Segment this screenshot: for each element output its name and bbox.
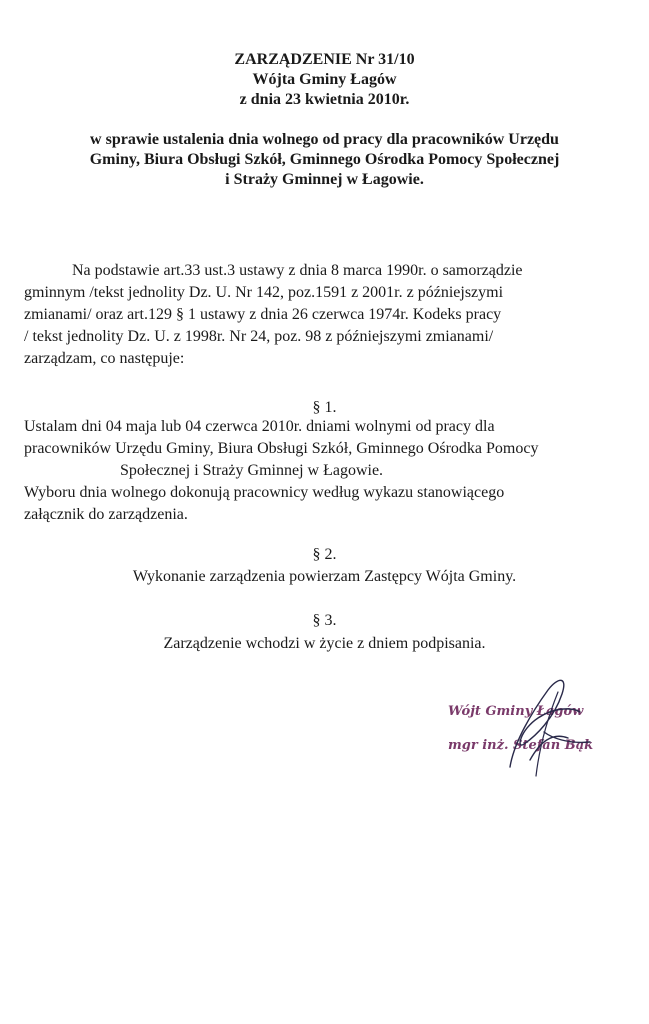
document-title <box>0 50 649 110</box>
section-1-paragraph <box>24 416 636 526</box>
section-2-mark: § 2. <box>312 546 337 563</box>
section-1-mark: § 1. <box>312 399 337 416</box>
handwritten-signature <box>440 672 630 782</box>
subject-line-3: i Straży Gminnej w Łagowie. <box>225 171 424 188</box>
section-1-line-1: Ustalam dni 04 maja lub 04 czerwca 2010r. dniami wolnymi od pracy dla <box>24 418 495 435</box>
basis-line-4: / tekst jednolity Dz. U. z 1998r. Nr 24, poz. 98 z późniejszymi zmianami/ <box>24 328 494 345</box>
section-3-text: Zarządzenie wchodzi w życie z dniem podpisania. <box>163 635 486 652</box>
title-line-1: ZARZĄDZENIE Nr 31/10 <box>234 51 415 68</box>
signature-stamp-name: mgr inż. Stefan Bąk <box>448 738 594 753</box>
section-1-line-5: załącznik do zarządzenia. <box>24 506 188 523</box>
document-subject <box>0 130 649 190</box>
basis-line-5: zarządzam, co następuje: <box>24 350 185 367</box>
section-2-text: Wykonanie zarządzenia powierzam Zastępcy Wójta Gminy. <box>132 568 517 585</box>
basis-line-2: gminnym /tekst jednolity Dz. U. Nr 142, poz.1591 z 2001r. z późniejszymi <box>24 284 504 301</box>
title-line-3: z dnia 23 kwietnia 2010r. <box>239 91 410 108</box>
basis-line-3: zmianami/ oraz art.129 § 1 ustawy z dnia 26 czerwca 1974r. Kodeks pracy <box>24 306 502 323</box>
subject-line-2: Gminy, Biura Obsługi Szkół, Gminnego Ośrodka Pomocy Społecznej <box>89 151 560 168</box>
signature-stamp-title: Wójt Gminy Łagów <box>448 704 584 719</box>
section-1-line-3: Społecznej i Straży Gminnej w Łagowie. <box>120 462 384 479</box>
legal-basis-paragraph <box>24 260 636 370</box>
section-1-line-4: Wyboru dnia wolnego dokonują pracownicy według wykazu stanowiącego <box>24 484 505 501</box>
title-line-2: Wójta Gminy Łagów <box>252 71 397 88</box>
basis-line-1: Na podstawie art.33 ust.3 ustawy z dnia 8 marca 1990r. o samorządzie <box>72 262 523 279</box>
section-3-mark: § 3. <box>312 612 337 629</box>
subject-line-1: w sprawie ustalenia dnia wolnego od pracy dla pracowników Urzędu <box>90 131 559 148</box>
signature-block <box>440 672 630 782</box>
section-1-line-2: pracowników Urzędu Gminy, Biura Obsługi Szkół, Gminnego Ośrodka Pomocy <box>24 440 539 457</box>
